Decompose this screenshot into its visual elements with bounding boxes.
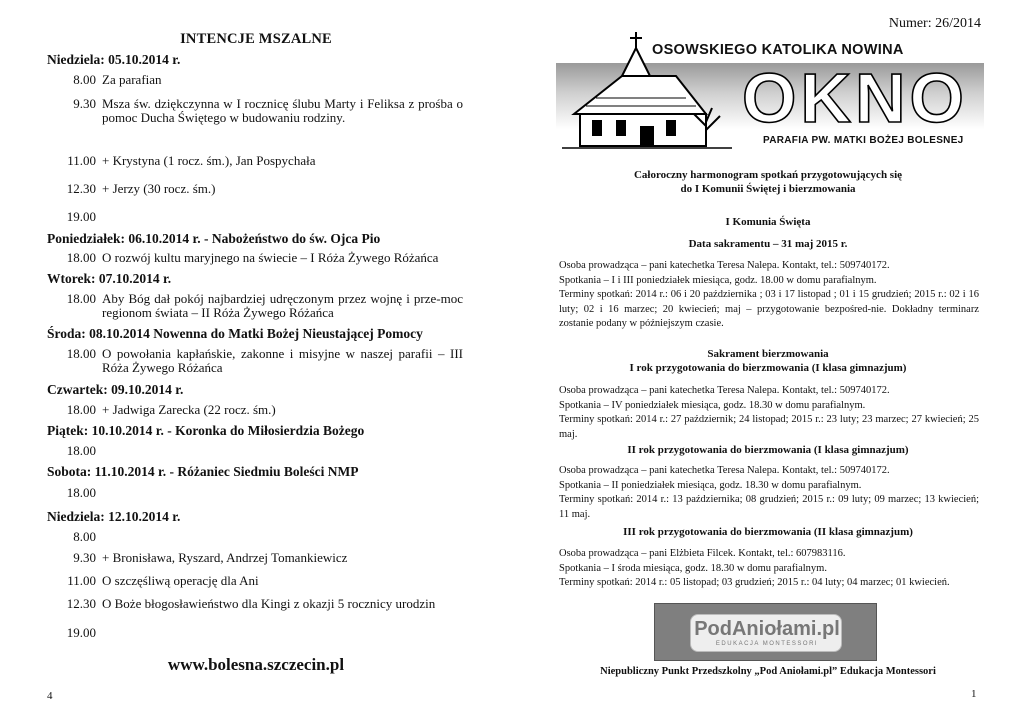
mass-time: 18.00 — [66, 346, 96, 361]
right-page — [512, 0, 1024, 725]
dates-line: Terminy spotkań: 2014 r.: 27 październik; 24 listopad; 2015 r.: 23 luty; 23 marzec; 27 kwiecień; 25 maj. — [559, 414, 979, 440]
page-number: 4 — [47, 690, 53, 702]
contact-line: Osoba prowadząca – pani katechetka Teresa Nalepa. Kontakt, tel.: 509740172. — [559, 465, 890, 476]
mass-text: Msza św. dziękczynna w I rocznicę ślubu Marty i Feliksa z prośba o pomoc Ducha Świętego w budowaniu rodziny. — [102, 96, 463, 125]
schedule-heading: Całoroczny harmonogram spotkań przygotowujących się — [633, 169, 903, 181]
mass-time: 9.30 — [73, 550, 96, 565]
mass-intention — [47, 347, 465, 375]
mass-text: + Krystyna (1 rocz. śm.), Jan Pospychała — [102, 153, 316, 168]
mass-intention — [47, 251, 465, 265]
mass-intention — [47, 403, 465, 417]
day-header: Czwartek: 09.10.2014 r. — [47, 382, 184, 397]
communion-info — [559, 259, 979, 332]
day-header: Niedziela: 05.10.2014 r. — [47, 52, 181, 67]
contact-line: Osoba prowadząca – pani katechetka Teresa Nalepa. Kontakt, tel.: 509740172. — [559, 260, 890, 271]
mass-intention — [47, 292, 465, 320]
mass-text: + Jadwiga Zarecka (22 rocz. śm.) — [102, 402, 276, 417]
section-title: I Komunia Święta — [725, 216, 811, 228]
mass-intention — [47, 626, 465, 640]
day-header: Środa: 08.10.2014 Nowenna do Matki Bożej Nieustającej Pomocy — [47, 326, 423, 341]
dates-line: Terminy spotkań: 2014 r.: 13 października; 08 grudzień; 2015 r.: 09 luty; 09 marzec; 13 kwiecień; 11 maj. — [559, 494, 979, 520]
year2-info — [559, 464, 979, 522]
mass-text: + Jerzy (30 rocz. śm.) — [102, 181, 216, 196]
mass-intention — [47, 574, 465, 588]
subsection-title: I rok przygotowania do bierzmowania (I klasa gimnazjum) — [629, 362, 907, 374]
page-title: INTENCJE MSZALNE — [180, 31, 332, 47]
meetings-line: Spotkania – I środa miesiąca, godz. 18.30 w domu parafialnym. — [559, 562, 827, 574]
sacrament-date: Data sakramentu – 31 maj 2015 r. — [688, 238, 848, 250]
masthead — [556, 30, 984, 158]
mass-time: 18.00 — [66, 291, 96, 306]
contact-line: Osoba prowadząca – pani katechetka Teresa Nalepa. Kontakt, tel.: 509740172. — [559, 385, 890, 396]
mass-intention — [47, 182, 465, 196]
ad-banner — [654, 603, 877, 661]
mass-intention — [47, 551, 465, 565]
day-header: Sobota: 11.10.2014 r. - Różaniec Siedmiu Boleści NMP — [47, 464, 359, 479]
mass-text: O szczęśliwą operację dla Ani — [102, 573, 259, 588]
ad-logo — [690, 614, 842, 652]
mass-intention — [47, 530, 465, 544]
ad-caption: Niepubliczny Punkt Przedszkolny „Pod Aniołami.pl” Edukacja Montessori — [600, 666, 936, 677]
ad-logo-subtitle: EDUKACJA MONTESSORI — [715, 641, 819, 647]
mass-text: O Boże błogosławieństwo dla Kingi z okazji 5 rocznicy urodzin — [102, 596, 436, 611]
masthead-parish: PARAFIA PW. MATKI BOŻEJ BOLESNEJ — [763, 135, 964, 146]
subsection-title: II rok przygotowania do bierzmowania (I klasa gimnazjum) — [627, 444, 909, 456]
ad-logo-text: PodAniołami.pl — [694, 618, 840, 640]
mass-intention — [47, 486, 465, 500]
mass-text: + Bronisława, Ryszard, Andrzej Tomankiewicz — [102, 550, 348, 565]
mass-text: O rozwój kultu maryjnego na świecie – I Róża Żywego Różańca — [102, 250, 439, 265]
mass-time: 11.00 — [67, 153, 96, 168]
mass-time: 12.30 — [66, 181, 96, 196]
mass-text: Za parafian — [102, 72, 162, 87]
dates-line: Terminy spotkań: 2014 r.: 05 listopad; 03 grudzień; 2015 r.: 04 luty; 04 marzec; 01 kwiecień. — [559, 577, 950, 588]
schedule-heading: do I Komunii Świętej i bierzmowania — [680, 183, 856, 195]
mass-time: 9.30 — [73, 96, 96, 111]
parish-website-link[interactable]: www.bolesna.szczecin.pl — [167, 655, 345, 674]
mass-time: 8.00 — [73, 529, 96, 544]
meetings-line: Spotkania – I i III poniedziałek miesiąca, godz. 18.00 w domu parafialnym. — [559, 274, 877, 286]
masthead-title: OSOWSKIEGO KATOLIKA NOWINA — [652, 42, 904, 58]
mass-time: 18.00 — [66, 250, 96, 265]
issue-number: Numer: 26/2014 — [888, 16, 981, 31]
page-number: 1 — [971, 688, 977, 700]
mass-time: 18.00 — [66, 443, 96, 458]
day-header: Piątek: 10.10.2014 r. - Koronka do Miłosierdzia Bożego — [47, 423, 365, 438]
subsection-title: III rok przygotowania do bierzmowania (II klasa gimnazjum) — [623, 526, 913, 538]
day-header: Wtorek: 07.10.2014 r. — [47, 271, 172, 286]
meetings-line: Spotkania – II poniedziałek miesiąca, godz. 18.30 w domu parafialnym. — [559, 479, 862, 491]
mass-time: 18.00 — [66, 402, 96, 417]
mass-intention — [47, 210, 465, 224]
mass-intention — [47, 97, 465, 125]
mass-time: 12.30 — [66, 596, 96, 611]
mass-time: 11.00 — [67, 573, 96, 588]
masthead-logo-okno: OKNO — [742, 59, 968, 137]
year1-info — [559, 384, 979, 442]
mass-time: 18.00 — [66, 485, 96, 500]
section-title: Sakrament bierzmowania — [707, 348, 829, 360]
mass-text: O powołania kapłańskie, zakonne i misyjne w naszej parafii – III Róża Żywego Różańca — [102, 346, 463, 375]
mass-intention — [47, 154, 465, 168]
mass-time: 8.00 — [73, 72, 96, 87]
mass-time: 19.00 — [66, 625, 96, 640]
year3-info — [559, 547, 979, 591]
mass-time: 19.00 — [66, 209, 96, 224]
day-header: Niedziela: 12.10.2014 r. — [47, 509, 181, 524]
mass-text: Aby Bóg dał pokój najbardziej udręczonym przez wojnę i prze-moc regionom świata – II Róża Żywego Różańca — [102, 291, 463, 320]
dates-line: Terminy spotkań: 2014 r.: 06 i 20 października ; 03 i 17 listopad ; 01 i 15 grudzień; 2015 r.: 02 i 16 luty; 02 i 16 marzec; 20 kwiecień; maj – przygotowanie bezpośred-nie. Dokładny terminarz zostanie podany w późniejszym czasie. — [559, 289, 979, 329]
meetings-line: Spotkania – IV poniedziałek miesiąca, godz. 18.30 w domu parafialnym. — [559, 399, 866, 411]
mass-intention — [47, 73, 465, 87]
mass-intention — [47, 444, 465, 458]
contact-line: Osoba prowadząca – pani Elżbieta Filcek. Kontakt, tel.: 607983116. — [559, 548, 846, 559]
day-header: Poniedziałek: 06.10.2014 r. - Nabożeństwo do św. Ojca Pio — [47, 231, 381, 246]
mass-intention — [47, 597, 465, 611]
